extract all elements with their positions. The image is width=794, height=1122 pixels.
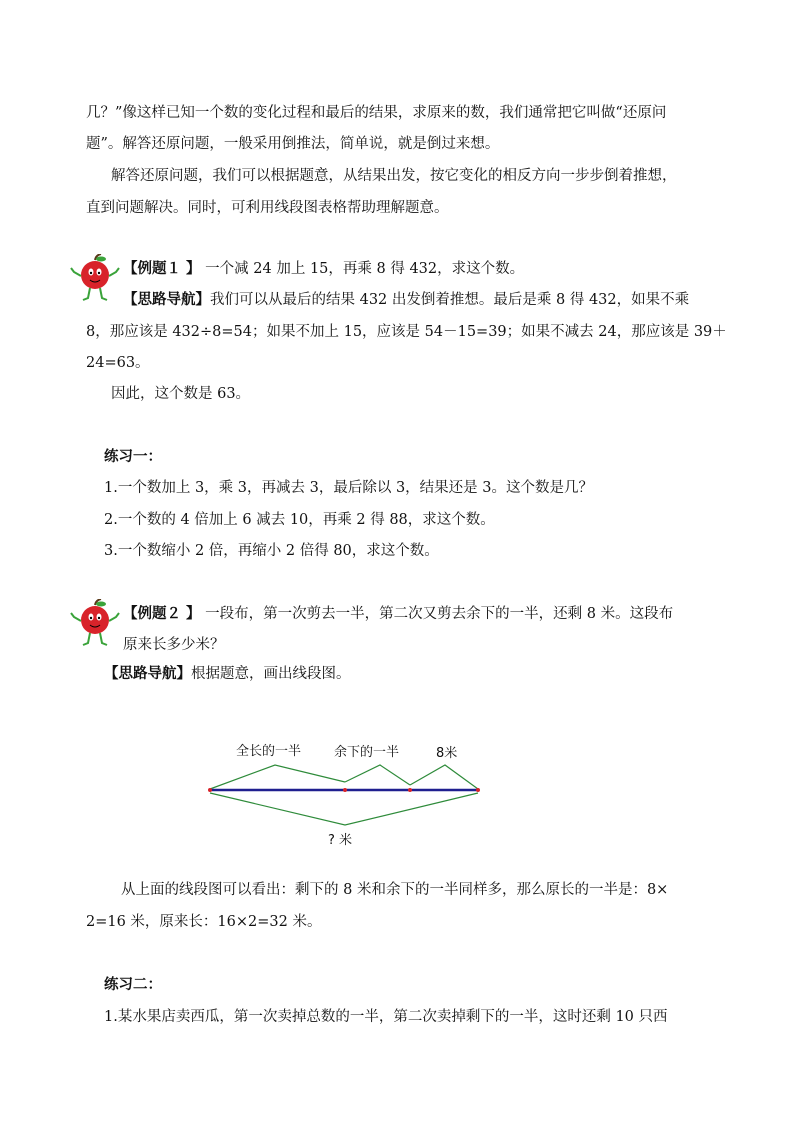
- intro-line-2: 题”。解答还原问题，一般采用倒推法，简单说，就是倒过来想。: [86, 136, 500, 152]
- segment-point: [408, 788, 412, 792]
- segment-point: [343, 788, 347, 792]
- example2-guide-label: 【思路导航】: [104, 665, 191, 682]
- example1-question: 一个减 24 加上 15，再乘 8 得 432，求这个数。: [200, 261, 525, 277]
- intro-line-4: 直到问题解决。同时，可利用线段图表格帮助理解题意。: [86, 200, 449, 216]
- label-rest-half: 余下的一半: [334, 745, 400, 760]
- segment-diagram: [200, 735, 500, 850]
- example1-guide-line-2: 8，那应该是 432÷8=54；如果不加上 15，应该是 54－15=39；如果不减去 24，那应该是 39＋: [86, 324, 727, 340]
- practice2-item-1: 1.某水果店卖西瓜，第一次卖掉总数的一半，第二次卖掉剩下的一半，这时还剩 10 只西: [104, 1009, 668, 1025]
- label-total: ? 米: [328, 833, 353, 848]
- example2-question-1: 一段布，第一次剪去一半，第二次又剪去余下的一半，还剩 8 米。这段布: [200, 606, 674, 622]
- example1-guide-line-1: [123, 290, 689, 310]
- example1-label: 【例题１ 】: [123, 260, 201, 277]
- explanation-line-2: 2=16 米，原来长：16×2=32 米。: [86, 914, 322, 930]
- practice1-item-2: 2.一个数的 4 倍加上 6 减去 10，再乘 2 得 88，求这个数。: [104, 512, 495, 528]
- practice1-item-1: 1.一个数加上 3，乘 3，再减去 3，最后除以 3，结果还是 3。这个数是几？: [104, 480, 594, 496]
- explanation-line-1: 从上面的线段图可以看出：剩下的 8 米和余下的一半同样多，那么原长的一半是：8×: [121, 882, 669, 898]
- example1-guide-line-3: 24=63。: [86, 355, 150, 371]
- segment-point: [476, 788, 480, 792]
- example2-guide-text: 根据题意，画出线段图。: [191, 666, 351, 682]
- apple-mascot-icon: [68, 599, 122, 647]
- example1-answer: 因此，这个数是 63。: [111, 386, 251, 402]
- practice1-item-3: 3.一个数缩小 2 倍，再缩小 2 倍得 80，求这个数。: [104, 543, 439, 559]
- example1-heading: [123, 259, 524, 279]
- example1-guide-text-1: 我们可以从最后的结果 432 出发倒着推想。最后是乘 8 得 432，如果不乘: [210, 292, 690, 308]
- brace-full-half: [210, 765, 345, 789]
- example2-heading: [123, 604, 673, 624]
- brace-total: [210, 793, 478, 825]
- example1-guide-label: 【思路导航】: [123, 291, 210, 308]
- label-8m: 8米: [436, 746, 458, 761]
- segment-point: [208, 788, 212, 792]
- brace-8m: [410, 765, 478, 789]
- example2-question-2: 原来长多少米？: [123, 637, 225, 653]
- brace-rest-half: [345, 765, 410, 785]
- intro-line-1: 几？”像这样已知一个数的变化过程和最后的结果，求原来的数，我们通常把它叫做“还原问: [86, 105, 667, 121]
- practice1-title: 练习一：: [104, 448, 162, 465]
- label-full-half: 全长的一半: [236, 744, 302, 759]
- practice2-title: 练习二：: [104, 976, 162, 993]
- apple-mascot-icon: [68, 254, 122, 302]
- intro-line-3: 解答还原问题，我们可以根据题意，从结果出发，按它变化的相反方向一步步倒着推想，: [111, 168, 677, 184]
- example2-guide: [104, 664, 351, 684]
- example2-label: 【例题２ 】: [123, 605, 201, 622]
